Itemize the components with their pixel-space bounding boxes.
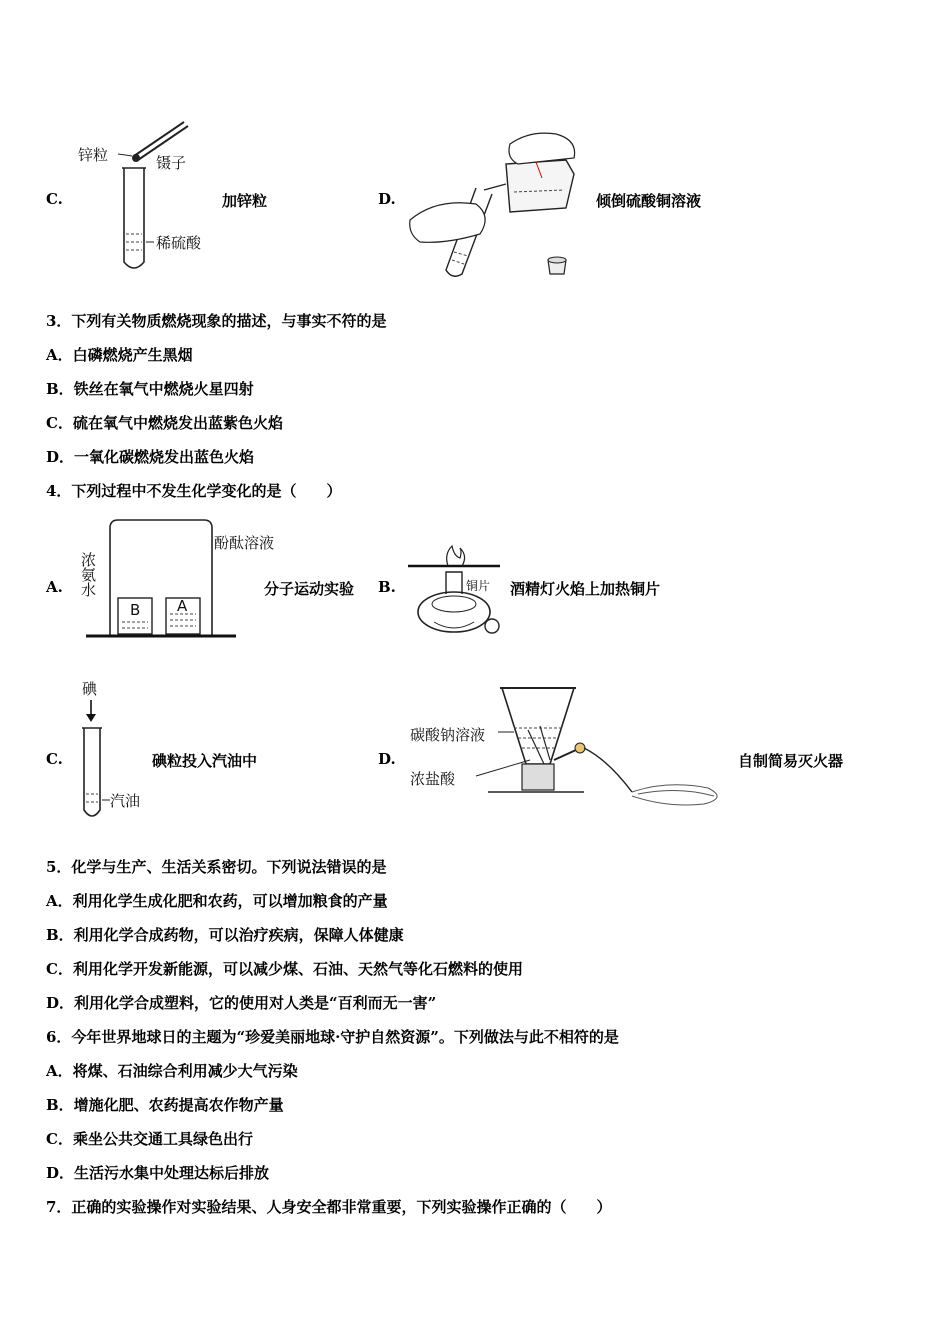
q4-d-figure-fire-extinguisher [408,680,734,820]
q4-c-figure-iodine-test-tube [76,678,156,826]
ammonia-label: 浓氨水 [79,552,97,597]
gasoline-label: 汽油 [110,792,141,810]
q3-option-d: D．一氧化碳燃烧发出蓝色火焰 [46,448,255,466]
q2-option-c-caption: 加锌粒 [222,192,268,210]
q3-option-c: C．硫在氧气中燃烧发出蓝紫色火焰 [46,414,283,432]
q2-c-figure-test-tube-zinc [76,112,216,282]
dilute-sulfuric-acid-label: 稀硫酸 [156,234,202,252]
q3-stem: 3．下列有关物质燃烧现象的描述，与事实不符的是 [46,312,387,330]
sodium-carbonate-label: 碳酸钠溶液 [410,726,486,744]
q5-stem: 5．化学与生产、生活关系密切。下列说法错误的是 [46,858,387,876]
q4-a-figure-molecular-motion [79,514,275,644]
phenolphthalein-label: 酚酞溶液 [214,534,275,552]
zinc-label: 锌粒 [78,146,109,164]
q6-option-c: C．乘坐公共交通工具绿色出行 [46,1130,253,1148]
beaker-a-label: A [177,597,188,615]
q5-option-d: D．利用化学合成塑料，它的使用对人类是“百利而无一害” [46,994,437,1012]
q2-option-d-caption: 倾倒硫酸铜溶液 [596,192,702,210]
q6-stem: 6．今年世界地球日的主题为“珍爱美丽地球·守护自然资源”。下列做法与此不相符的是 [46,1028,619,1046]
q4-stem: 4．下列过程中不发生化学变化的是（ ） [46,482,342,500]
q2-option-c-label: C. [46,190,63,208]
q3-option-a: A．白磷燃烧产生黑烟 [46,346,193,364]
q5-option-b: B．利用化学合成药物，可以治疗疾病，保障人体健康 [46,926,404,944]
q3-option-b: B．铁丝在氧气中燃烧火星四射 [46,380,254,398]
q4-option-b-caption: 酒精灯火焰上加热铜片 [510,580,661,598]
q4-option-b-label: B. [378,578,396,596]
q2-d-figure-pouring-solution [406,124,590,284]
beaker-b-label: B [130,601,141,619]
q5-option-a: A．利用化学生成化肥和农药，可以增加粮食的产量 [46,892,388,910]
copper-sheet-label: 铜片 [466,579,491,593]
q4-option-c-caption: 碘粒投入汽油中 [152,752,258,770]
q4-b-figure-alcohol-lamp [404,544,504,644]
q2-option-d-label: D. [378,190,396,208]
q4-option-a-label: A. [46,578,63,596]
q4-option-d-label: D. [378,750,396,768]
q6-option-b: B．增施化肥、农药提高农作物产量 [46,1096,284,1114]
q6-option-d: D．生活污水集中处理达标后排放 [46,1164,270,1182]
concentrated-hcl-label: 浓盐酸 [410,770,456,788]
q5-option-c: C．利用化学开发新能源，可以减少煤、石油、天然气等化石燃料的使用 [46,960,523,978]
q6-option-a: A．将煤、石油综合利用减少大气污染 [46,1062,298,1080]
q4-option-a-caption: 分子运动实验 [264,580,355,598]
q7-stem: 7．正确的实验操作对实验结果、人身安全都非常重要，下列实验操作正确的（ ） [46,1198,612,1216]
q4-option-d-caption: 自制简易灭火器 [738,752,844,770]
iodine-label: 碘 [82,680,98,698]
q4-option-c-label: C. [46,750,63,768]
tweezers-label: 镊子 [156,154,187,172]
